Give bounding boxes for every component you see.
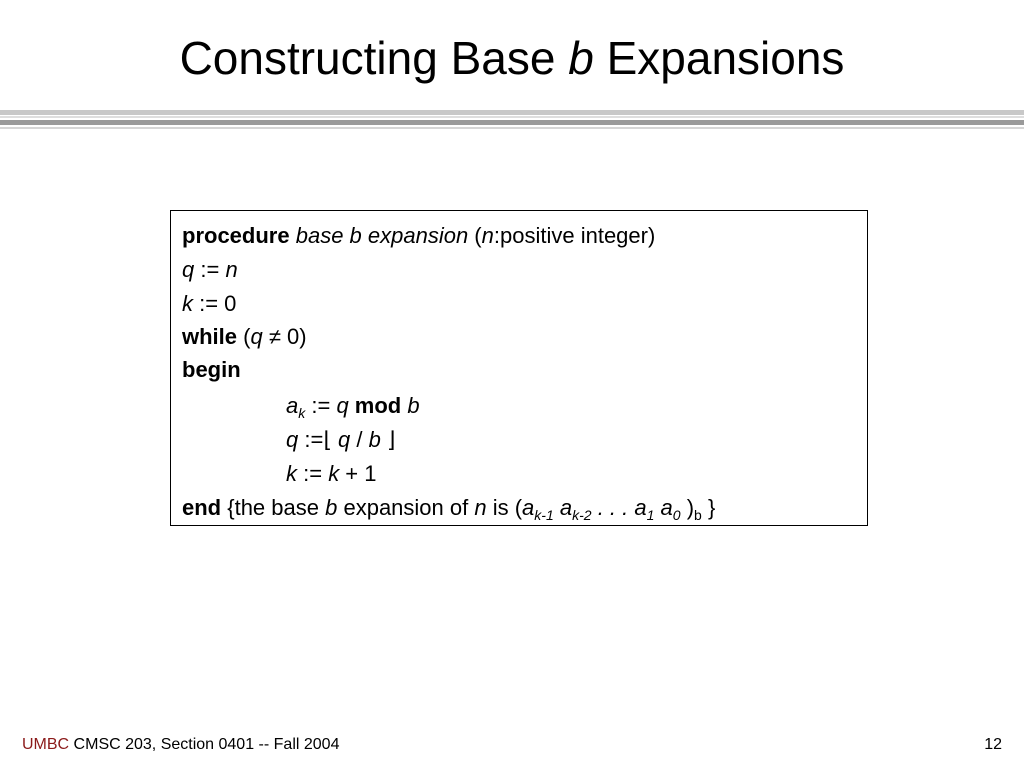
neq-zero: ≠ 0) [262,324,307,349]
algo-line-floor [286,423,396,456]
title-rule-2 [0,116,1024,118]
subscript-k-2: k-2 [572,507,592,523]
var-b: b [325,495,338,520]
var-q: q [182,257,195,282]
algo-line-end [182,491,715,524]
plus-one: + 1 [339,461,377,486]
param-type: :positive integer) [493,223,656,248]
subscript-k-1: k-1 [534,507,554,523]
title-rule-1 [0,110,1024,115]
floor-left: ⌊ [323,427,339,452]
algo-line-increment [286,457,377,490]
subscript-1: 1 [646,507,655,523]
assign-op: := [305,393,337,418]
title-rule-4 [0,127,1024,129]
page-number: 12 [984,736,1002,753]
footer-brand: UMBC [22,736,70,753]
kw-mod: mod [348,393,408,418]
var-q: q [286,427,299,452]
digit-a-k-2: a [559,495,573,520]
var-b: b [407,393,420,418]
assign-op: := [194,257,226,282]
ellipsis: . . . [591,495,635,520]
var-k: k [286,461,297,486]
paren-open: ( [468,223,482,248]
kw-procedure: procedure [182,223,290,248]
algo-line-procedure [182,219,655,252]
digit-a-1: a [634,495,647,520]
algo-line-while [182,320,307,353]
assign-zero: := 0 [193,291,237,316]
subscript-base-b: b [694,507,702,523]
digit-a-0: a [660,495,673,520]
var-q-2: q [338,427,351,452]
title-variable: b [568,32,594,84]
assign-op: := [298,427,324,452]
algo-line-k-init [182,287,236,320]
var-q: q [336,393,349,418]
kw-end: end [182,495,222,520]
var-b: b [368,427,381,452]
param-n: n [481,223,494,248]
paren-close: ) [680,495,695,520]
footer-course: CMSC 203, Section 0401 -- Fall 2004 [69,736,340,753]
kw-begin: begin [182,357,241,382]
procedure-name: base b expansion [295,223,469,248]
title-text-1: Constructing Base [179,32,569,84]
kw-while: while [182,324,238,349]
comment-text-3: is ( [486,495,523,520]
slide-title [0,28,1024,88]
subscript-0: 0 [672,507,681,523]
subscript-k: k [298,405,306,421]
brace-close: } [701,495,716,520]
paren-open: ( [237,324,251,349]
algo-line-digit [286,389,420,422]
algorithm-box [170,210,868,526]
comment-text-2: expansion of [337,495,475,520]
title-text-2: Expansions [593,32,845,84]
divide-op: / [350,427,369,452]
digit-a-k-1: a [522,495,535,520]
title-rule-3 [0,120,1024,125]
footer-course-info [22,735,339,755]
var-a: a [286,393,299,418]
var-q: q [250,324,263,349]
var-k-2: k [328,461,340,486]
var-n: n [225,257,238,282]
comment-text-1: {the base [221,495,326,520]
algo-line-begin [182,353,241,386]
algo-line-q-init [182,253,238,286]
floor-right: ⌋ [380,427,396,452]
var-n: n [474,495,487,520]
var-k: k [182,291,193,316]
assign-op: := [297,461,329,486]
